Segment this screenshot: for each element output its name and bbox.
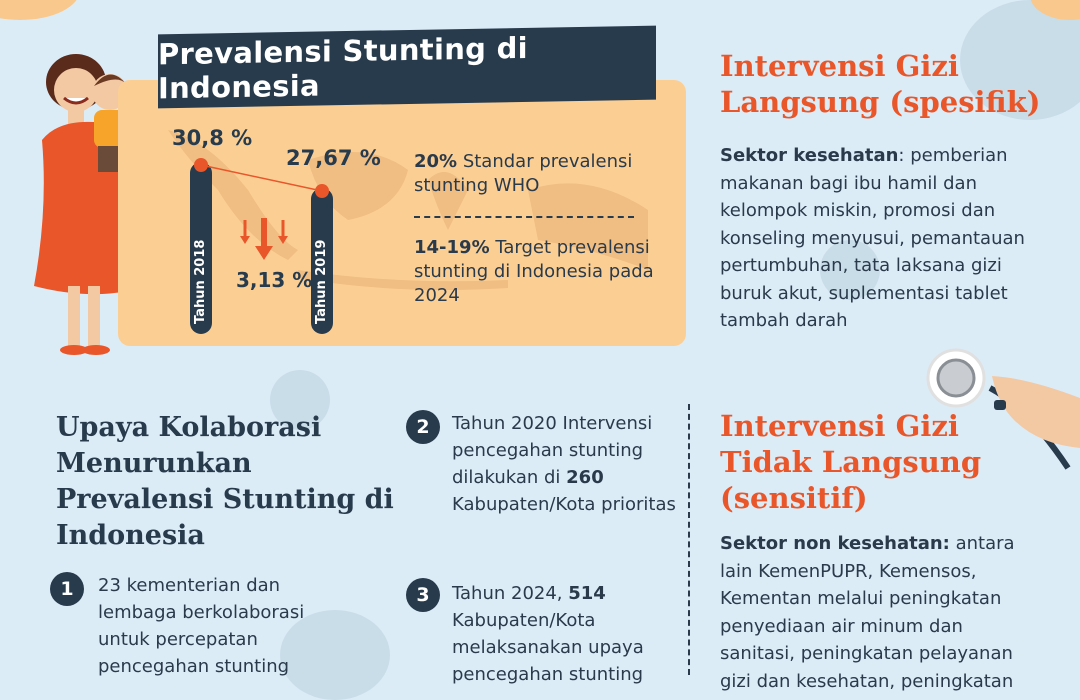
divider: [414, 216, 634, 218]
chart-title-banner: [158, 26, 656, 109]
target-text: Target prevalensi stunting di Indonesia pada 2024: [414, 237, 654, 306]
target-value: 14-19%: [414, 237, 490, 258]
who-standard: [414, 150, 654, 198]
step-2-count: 260: [566, 467, 604, 488]
step-1-text: 23 kementerian dan lembaga berkolaborasi untuk percepatan pencegahan stunting: [98, 575, 305, 677]
year1-label: Tahun 2018: [193, 239, 208, 324]
indirect-heading-line1: Intervensi Gizi: [720, 409, 959, 443]
indirect-body: [720, 530, 1040, 695]
who-standard-value: 20%: [414, 151, 458, 172]
step-number: 2: [406, 410, 440, 444]
down-arrows-icon: [238, 216, 290, 264]
indirect-sector-text: antara lain KemenPUPR, Kemensos, Kementan melalui peningkatan penyediaan air minum dan sanitasi, peningkatan pelayanan gizi dan kesehatan, peningkatan: [720, 533, 1015, 692]
step-3-pre: Tahun 2024,: [452, 583, 569, 604]
target-2024: [414, 236, 664, 308]
direct-heading-line2: Langsung (spesifik): [720, 85, 1041, 119]
page-title: Prevalensi Stunting di Indonesia: [158, 30, 528, 106]
step-2-post: Kabupaten/Kota prioritas: [452, 494, 676, 515]
step-3-text: [452, 580, 682, 688]
indirect-sector-label: Sektor non kesehatan:: [720, 533, 950, 554]
vertical-divider: [688, 404, 690, 675]
direct-heading-line1: Intervensi Gizi: [720, 49, 959, 83]
indirect-heading: [720, 408, 981, 516]
collab-heading: Upaya Kolaborasi Menurunkan Prevalensi Stunting di Indonesia: [56, 412, 394, 551]
direct-body: [720, 142, 1040, 335]
step-number: 1: [50, 572, 84, 606]
decor-circle: [0, 0, 80, 20]
who-standard-text: Standar prevalensi stunting WHO: [414, 151, 633, 196]
direct-sector-label: Sektor kesehatan: [720, 145, 899, 166]
indirect-heading-line2: Tidak Langsung: [720, 445, 982, 479]
direct-sector-text: : pemberian makanan bagi ibu hamil dan kelompok miskin, promosi dan konseling menyusui, pemantauan pertumbuhan, tata laksana gizi buruk akut, suplementasi tablet tambah darah: [720, 145, 1025, 331]
step-2-text: [452, 410, 682, 518]
year1-value: 30,8 %: [172, 126, 253, 150]
direct-heading: [720, 48, 1040, 120]
decrease-value: 3,13 %: [236, 268, 313, 292]
year2-label: Tahun 2019: [314, 239, 329, 324]
step-number: 3: [406, 578, 440, 612]
step-2-pre: Tahun 2020 Intervensi pencegahan stunting dilakukan di: [452, 413, 653, 488]
year2-value: 27,67 %: [286, 146, 381, 170]
step-3-count: 514: [568, 583, 606, 604]
indirect-heading-line3: (sensitif): [720, 481, 868, 515]
dot-2018: [194, 158, 208, 172]
step-3-post: Kabupaten/Kota melaksanakan upaya pencegahan stunting: [452, 610, 644, 685]
dot-2019: [315, 184, 329, 198]
